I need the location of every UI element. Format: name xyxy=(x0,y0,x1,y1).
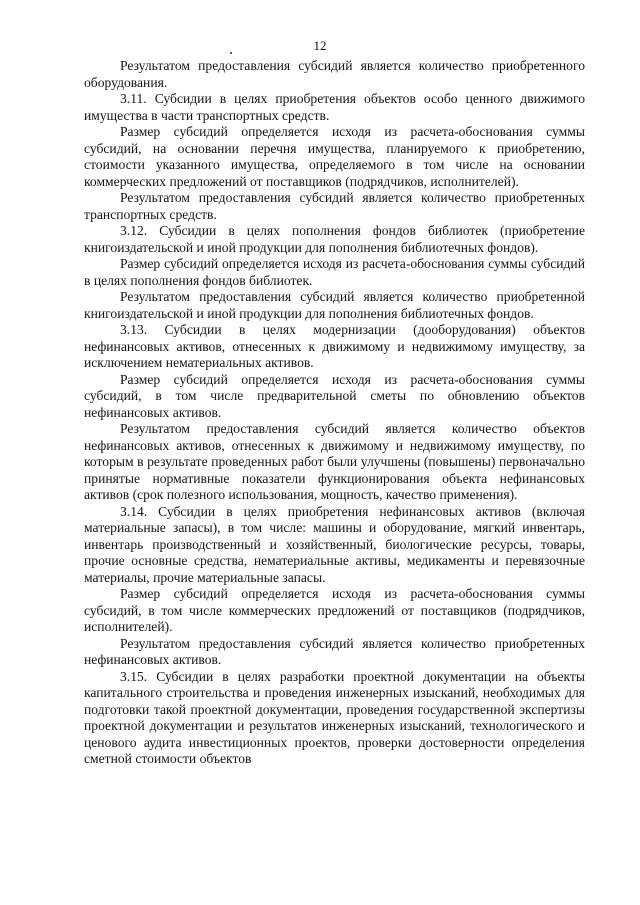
paragraph-3-11-size: Размер субсидий определяется исходя из расчета-обоснования суммы субсидий, на основании перечня имущества, планируемого к приобретению, стоимости указанного имущества, определяемого в том числе на основании коммерческих предложений от поставщиков (подрядчиков, исполнителей). xyxy=(84,124,585,189)
paragraph-3-11-result: Результатом предоставления субсидий является количество приобретенных транспортных средств. xyxy=(84,190,585,222)
scan-artifact-dot xyxy=(230,52,232,54)
paragraph-3-14-size: Размер субсидий определяется исходя из расчета-обоснования суммы субсидий, в том числе коммерческих предложений от поставщиков (подрядчиков, исполнителей). xyxy=(84,586,585,634)
paragraph-3-12-size: Размер субсидий определяется исходя из расчета-обоснования суммы субсидий в целях пополнения фондов библиотек. xyxy=(84,256,585,288)
paragraph-3-14-heading: 3.14. Субсидии в целях приобретения нефинансовых активов (включая материальные запасы), в том числе: машины и оборудование, мягкий инвентарь, инвентарь производственный и хозяйственный, биологические ресурсы, товары, прочие основные средства, нематериальные активы, медикаменты и перевязочные материалы, прочие материальные запасы. xyxy=(84,503,585,585)
paragraph-3-12-result: Результатом предоставления субсидий является количество приобретенной книгоиздательской и иной продукции для пополнения библиотечных фондов. xyxy=(84,289,585,321)
paragraph-3-14-result: Результатом предоставления субсидий является количество приобретенных нефинансовых активов. xyxy=(84,635,585,667)
paragraph-3-11-heading: 3.11. Субсидии в целях приобретения объектов особо ценного движимого имущества в части транспортных средств. xyxy=(84,91,585,123)
document-body xyxy=(84,58,585,768)
paragraph-3-12-heading: 3.12. Субсидии в целях пополнения фондов библиотек (приобретение книгоиздательской и иной продукции для пополнения библиотечных фондов). xyxy=(84,223,585,255)
paragraph-3-13-heading: 3.13. Субсидии в целях модернизации (дооборудования) объектов нефинансовых активов, отнесенных к движимому и недвижимому имуществу, за исключением нематериальных активов. xyxy=(84,322,585,370)
paragraph-3-13-result: Результатом предоставления субсидий является количество объектов нефинансовых активов, отнесенных к движимому и недвижимому имуществу, по которым в результате проведенных работ были улучшены (повышены) первоначально принятые нормативные показатели функционирования объекта нефинансовых активов (срок полезного использования, мощность, качество применения). xyxy=(84,421,585,502)
paragraph-3-13-size: Размер субсидий определяется исходя из расчета-обоснования суммы субсидий, в том числе предварительной сметы по обновлению объектов нефинансовых активов. xyxy=(84,371,585,420)
paragraph-3-15-heading: 3.15. Субсидии в целях разработки проектной документации на объекты капитального строительства и проведения инженерных изысканий, необходимых для подготовки такой проектной документации, проведения государственной экспертизы проектной документации и результатов инженерных изысканий, технологического и ценового аудита инвестиционных проектов, проверки достоверности определения сметной стоимости объектов xyxy=(84,668,585,766)
paragraph-result-equipment: Результатом предоставления субсидий является количество приобретенного оборудования. xyxy=(84,58,585,90)
page-number: 12 xyxy=(313,38,327,53)
